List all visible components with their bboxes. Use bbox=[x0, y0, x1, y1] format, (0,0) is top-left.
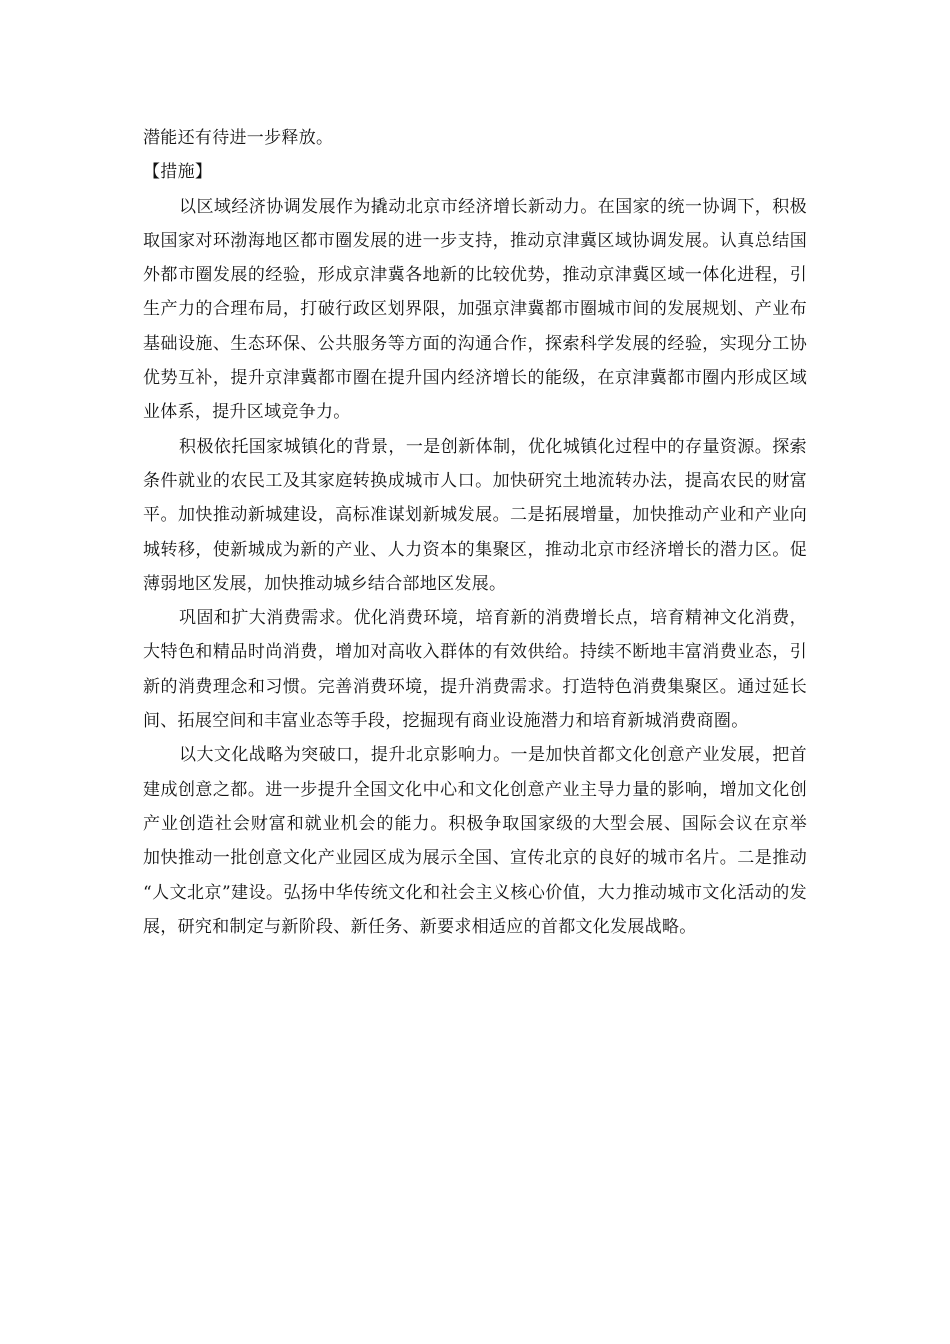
paragraph-line: 产业创造社会财富和就业机会的能力。积极争取国家级的大型会展、国际会议在京举 bbox=[143, 813, 807, 834]
paragraph-line: 基础设施、生态环保、公共服务等方面的沟通合作，探索科学发展的经验，实现分工协 bbox=[143, 333, 807, 354]
paragraph-line: 间、拓展空间和丰富业态等手段，挖掘现有商业设施潜力和培育新城消费商圈。 bbox=[143, 711, 749, 732]
paragraph-line: 新的消费理念和习惯。完善消费环境，提升消费需求。打造特色消费集聚区。通过延长 bbox=[143, 676, 807, 697]
section-heading: 【措施】 bbox=[143, 162, 213, 183]
paragraph-regional-coordination bbox=[143, 190, 807, 430]
paragraph-line: 展，研究和制定与新阶段、新任务、新要求相适应的首都文化发展战略。 bbox=[143, 916, 697, 937]
paragraph-line: 积极依托国家城镇化的背景，一是创新体制，优化城镇化过程中的存量资源。探索 bbox=[179, 436, 807, 457]
paragraph-line: 薄弱地区发展，加快推动城乡结合部地区发展。 bbox=[143, 573, 507, 594]
paragraph-line: “人文北京”建设。弘扬中华传统文化和社会主义核心价值，大力推动城市文化活动的发 bbox=[143, 882, 807, 903]
paragraph-line: 以区域经济协调发展作为撬动北京市经济增长新动力。在国家的统一协调下，积极 bbox=[179, 196, 807, 217]
paragraph-line: 以大文化战略为突破口，提升北京影响力。一是加快首都文化创意产业发展，把首 bbox=[179, 745, 807, 766]
paragraph-line: 大特色和精品时尚消费，增加对高收入群体的有效供给。持续不断地丰富消费业态，引 bbox=[143, 642, 807, 663]
paragraph-line: 业体系，提升区域竞争力。 bbox=[143, 402, 351, 423]
paragraph-line: 取国家对环渤海地区都市圈发展的进一步支持，推动京津冀区域协调发展。认真总结国 bbox=[143, 230, 807, 251]
paragraph-line: 平。加快推动新城建设，高标准谋划新城发展。二是拓展增量，加快推动产业和产业向 bbox=[143, 505, 807, 526]
paragraph-line: 外都市圈发展的经验，形成京津冀各地新的比较优势，推动京津冀区域一体化进程，引 bbox=[143, 265, 807, 286]
paragraph-line: 条件就业的农民工及其家庭转换成城市人口。加快研究土地流转办法，提高农民的财富 bbox=[143, 470, 807, 491]
document-body bbox=[143, 121, 807, 944]
paragraph-culture bbox=[143, 738, 807, 944]
paragraph-line: 生产力的合理布局，打破行政区划界限，加强京津冀都市圈城市间的发展规划、产业布 bbox=[143, 299, 807, 320]
paragraph-line: 建成创意之都。进一步提升全国文化中心和文化创意产业主导力量的影响，增加文化创 bbox=[143, 779, 807, 800]
paragraph-line: 优势互补，提升京津冀都市圈在提升国内经济增长的能级，在京津冀都市圈内形成区域 bbox=[143, 368, 807, 389]
paragraph-line: 巩固和扩大消费需求。优化消费环境，培育新的消费增长点，培育精神文化消费， bbox=[179, 608, 807, 629]
paragraph-line: 加快推动一批创意文化产业园区成为展示全国、宣传北京的良好的城市名片。二是推动 bbox=[143, 848, 807, 869]
paragraph-consumption bbox=[143, 601, 807, 738]
paragraph-urbanization bbox=[143, 430, 807, 601]
paragraph-line: 城转移，使新城成为新的产业、人力资本的集聚区，推动北京市经济增长的潜力区。促 bbox=[143, 539, 807, 560]
intro-line: 潜能还有待进一步释放。 bbox=[143, 128, 334, 148]
